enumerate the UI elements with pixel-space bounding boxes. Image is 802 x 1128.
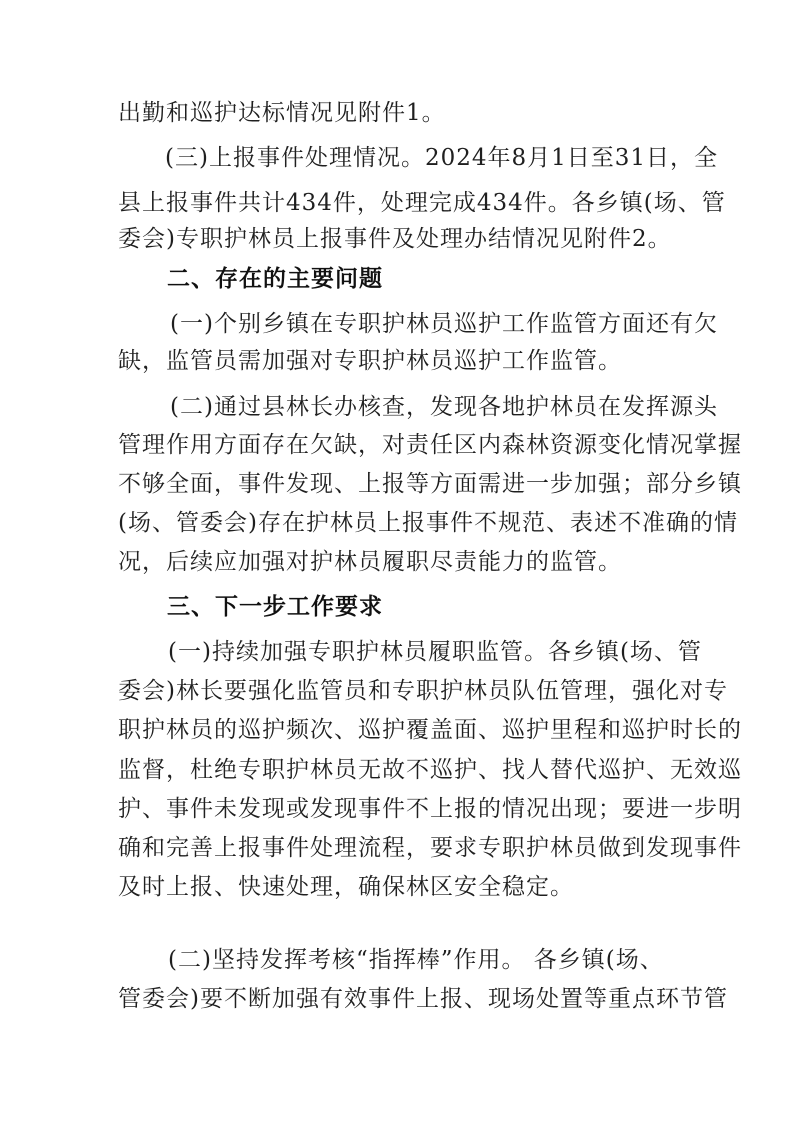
paragraph-line: 委会)专职护林员上报事件及处理办结情况见附件2。 xyxy=(118,226,672,252)
paragraph-line: (一)个别乡镇在专职护林员巡护工作监管方面还有欠 xyxy=(170,311,718,337)
paragraph-line: 况，后续应加强对护林员履职尽责能力的监管。 xyxy=(118,549,622,575)
paragraph-line: 县上报事件共计434件，处理完成434件。各乡镇(场、管 xyxy=(118,190,726,216)
paragraph-line: 监督，杜绝专职护林员无故不巡护、找人替代巡护、无效巡 xyxy=(118,757,742,783)
paragraph-line: 管委会)要不断加强有效事件上报、现场处置等重点环节管 xyxy=(118,986,728,1012)
paragraph-line: 出勤和巡护达标情况见附件1。 xyxy=(118,100,446,126)
paragraph-line: (三)上报事件处理情况。2024年8月1日至31日，全 xyxy=(165,145,719,171)
paragraph-line: 护、事件未发现或发现事件不上报的情况出现；要进一步明 xyxy=(118,796,742,822)
paragraph-line: 缺，监管员需加强对专职护林员巡护工作监管。 xyxy=(118,348,622,374)
section-heading: 三、下一步工作要求 xyxy=(167,594,383,620)
paragraph-line: (二)通过县林长办核查，发现各地护林员在发挥源头 xyxy=(170,394,718,420)
paragraph-line: 确和完善上报事件处理流程，要求专职护林员做到发现事件 xyxy=(118,835,742,861)
section-heading: 二、存在的主要问题 xyxy=(167,266,383,292)
paragraph-line: (场、管委会)存在护林员上报事件不规范、表述不准确的情 xyxy=(118,510,738,536)
paragraph-line: 职护林员的巡护频次、巡护覆盖面、巡护里程和巡护时长的 xyxy=(118,717,742,743)
paragraph-line: 不够全面，事件发现、上报等方面需进一步加强；部分乡镇 xyxy=(118,471,742,497)
paragraph-line: (二)坚持发挥考核“指挥棒”作用。 各乡镇(场、 xyxy=(168,947,664,973)
paragraph-line: 委会)林长要强化监管员和专职护林员队伍管理，强化对专 xyxy=(118,678,728,704)
paragraph-line: (一)持续加强专职护林员履职监管。各乡镇(场、管 xyxy=(168,639,702,665)
paragraph-line: 管理作用方面存在欠缺，对责任区内森林资源变化情况掌握 xyxy=(118,432,742,458)
paragraph-line: 及时上报、快速处理，确保林区安全稳定。 xyxy=(118,874,574,900)
